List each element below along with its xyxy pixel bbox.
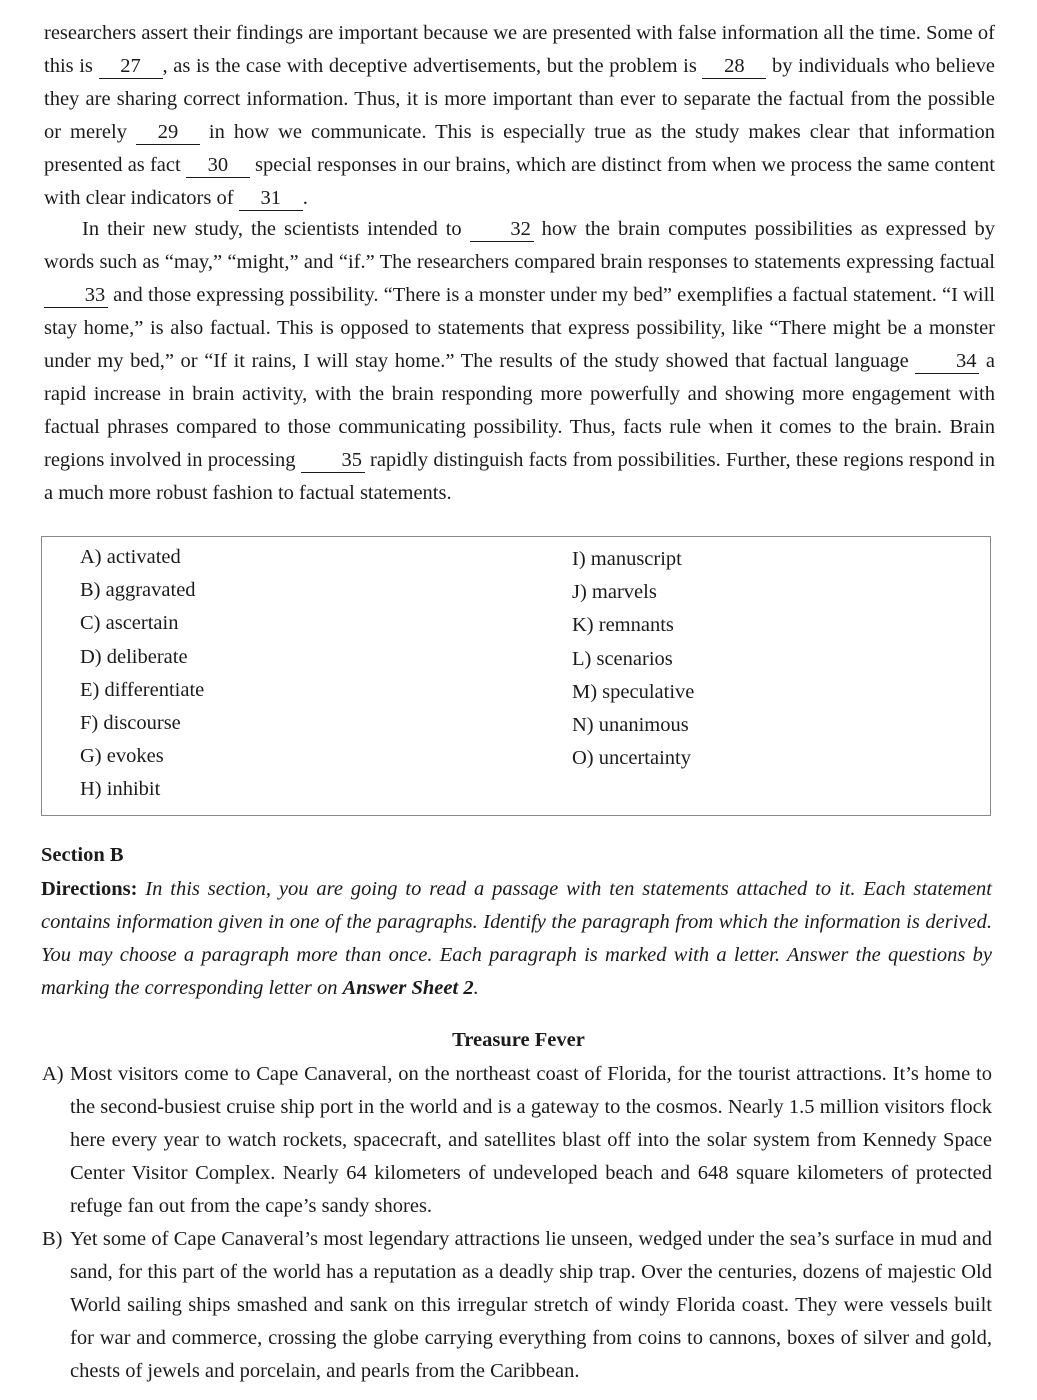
- paragraph-letter: A): [42, 1063, 64, 1085]
- word-option: N) unanimous: [572, 713, 689, 736]
- directions-label: Directions:: [41, 878, 138, 900]
- answer-blank-35: 35: [301, 448, 365, 473]
- paragraph-text-segment: rapidly distinguish facts from possibilities. Further, these regions respond in a much more robust fashion to factual statements.: [44, 449, 995, 504]
- paragraph-letter: B): [42, 1228, 63, 1250]
- section-title: Section B: [41, 844, 124, 866]
- word-option: C) ascertain: [80, 612, 179, 635]
- word-option: F) discourse: [80, 711, 181, 734]
- word-option: I) manuscript: [572, 548, 682, 570]
- paragraph-text-segment: and those expressing possibility. “There is a monster under my bed” exemplifies a factual statement. “I will stay home,” is also factual. This is opposed to statements that express possibility, like “There might be a monster under my bed,” or “If it rains, I will stay home.” The results of the study showed that factual language: [44, 284, 995, 372]
- answer-blank-27: 27: [99, 54, 163, 79]
- answer-sheet-reference: Answer Sheet 2: [342, 977, 474, 999]
- passage-paragraph-study: [44, 213, 995, 510]
- word-bank-right-column: [572, 543, 694, 775]
- word-bank-box: [41, 536, 991, 816]
- word-option: E) differentiate: [80, 678, 205, 701]
- word-option: B) aggravated: [80, 579, 196, 602]
- paragraph-text: Most visitors come to Cape Canaveral, on the northeast coast of Florida, for the tourist attractions. It’s home to the second-busiest cruise ship port in the world and is a gateway to the cosmos. Nearly 1.5 million visitors flock here every year to watch rockets, spacecraft, and satellites blast off into the solar system from Kennedy Space Center Visitor Complex. Nearly 64 kilometers of undeveloped beach and 648 square kilometers of protected refuge fan out from the cape’s sandy shores.: [70, 1063, 992, 1217]
- word-option: K) remnants: [572, 614, 674, 637]
- paragraph-text-segment: , as is the case with deceptive advertisements, but the problem is: [162, 55, 703, 77]
- word-option: G) evokes: [80, 745, 164, 768]
- answer-blank-28: 28: [702, 54, 766, 79]
- word-option: H) inhibit: [80, 778, 161, 801]
- paragraph-text: Yet some of Cape Canaveral’s most legendary attractions lie unseen, wedged under the sea’s surface in mud and sand, for this part of the world has a reputation as a deadly ship trap. Over the centuries, dozens of majestic Old World sailing ships smashed and sank on this irregular stretch of windy Florida coast. They were vessels built for war and commerce, crossing the globe carrying everything from coins to cannons, boxes of silver and gold, chests of jewels and porcelain, and pearls from the Caribbean.: [70, 1228, 992, 1382]
- answer-blank-29: 29: [136, 120, 200, 145]
- answer-blank-32: 32: [470, 217, 534, 242]
- word-option: M) speculative: [572, 680, 695, 703]
- paragraph-text-segment: In their new study, the scientists intended to: [82, 218, 470, 240]
- paragraph-a: [42, 1058, 992, 1223]
- word-bank-left-column: [80, 541, 204, 807]
- paragraph-text-segment: in how we communicate. This is especially true as the study makes clear that information presented as fact: [44, 121, 995, 176]
- paragraph-b: [42, 1223, 992, 1388]
- word-option: D) deliberate: [80, 645, 188, 668]
- answer-blank-30: 30: [186, 153, 250, 178]
- word-option: O) uncertainty: [572, 747, 691, 770]
- answer-blank-31: 31: [239, 186, 303, 211]
- directions: [41, 873, 992, 1005]
- word-option: J) marvels: [572, 581, 657, 604]
- answer-blank-33: 33: [44, 283, 108, 308]
- paragraph-text-segment: a rapid increase in brain activity, with the brain responding more powerfully and showing more engagement with factual phrases compared to those communicating possibility. Thus, facts rule when it comes to the brain. Brain regions involved in processing: [44, 350, 995, 471]
- paragraph-text-segment: researchers assert their findings are important because we are presented with false information all the time. Some of this is: [44, 22, 995, 77]
- paragraph-text-segment: how the brain computes possibilities as expressed by words such as “may,” “might,” and “if.” The researchers compared brain responses to statements expressing factual: [44, 218, 995, 273]
- paragraph-text-segment: .: [302, 187, 308, 209]
- word-option: A) activated: [80, 546, 181, 568]
- word-option: L) scenarios: [572, 647, 673, 670]
- paragraph-text-segment: special responses in our brains, which are distinct from when we process the same content with clear indicators of: [44, 154, 995, 209]
- directions-text: In this section, you are going to read a passage with ten statements attached to it. Each statement contains information given in one of the paragraphs. Identify the paragraph from which the information is derived. You may choose a paragraph more than once. Each paragraph is marked with a letter. Answer the questions by marking the corresponding letter on Answer Sheet 2.: [41, 878, 992, 999]
- passage-title: Treasure Fever: [452, 1029, 585, 1051]
- passage-paragraph-continued: [44, 17, 995, 215]
- answer-blank-34: 34: [915, 349, 979, 374]
- paragraph-text-segment: by individuals who believe they are sharing correct information. Thus, it is more important than ever to separate the factual from the possible or merely: [44, 55, 995, 143]
